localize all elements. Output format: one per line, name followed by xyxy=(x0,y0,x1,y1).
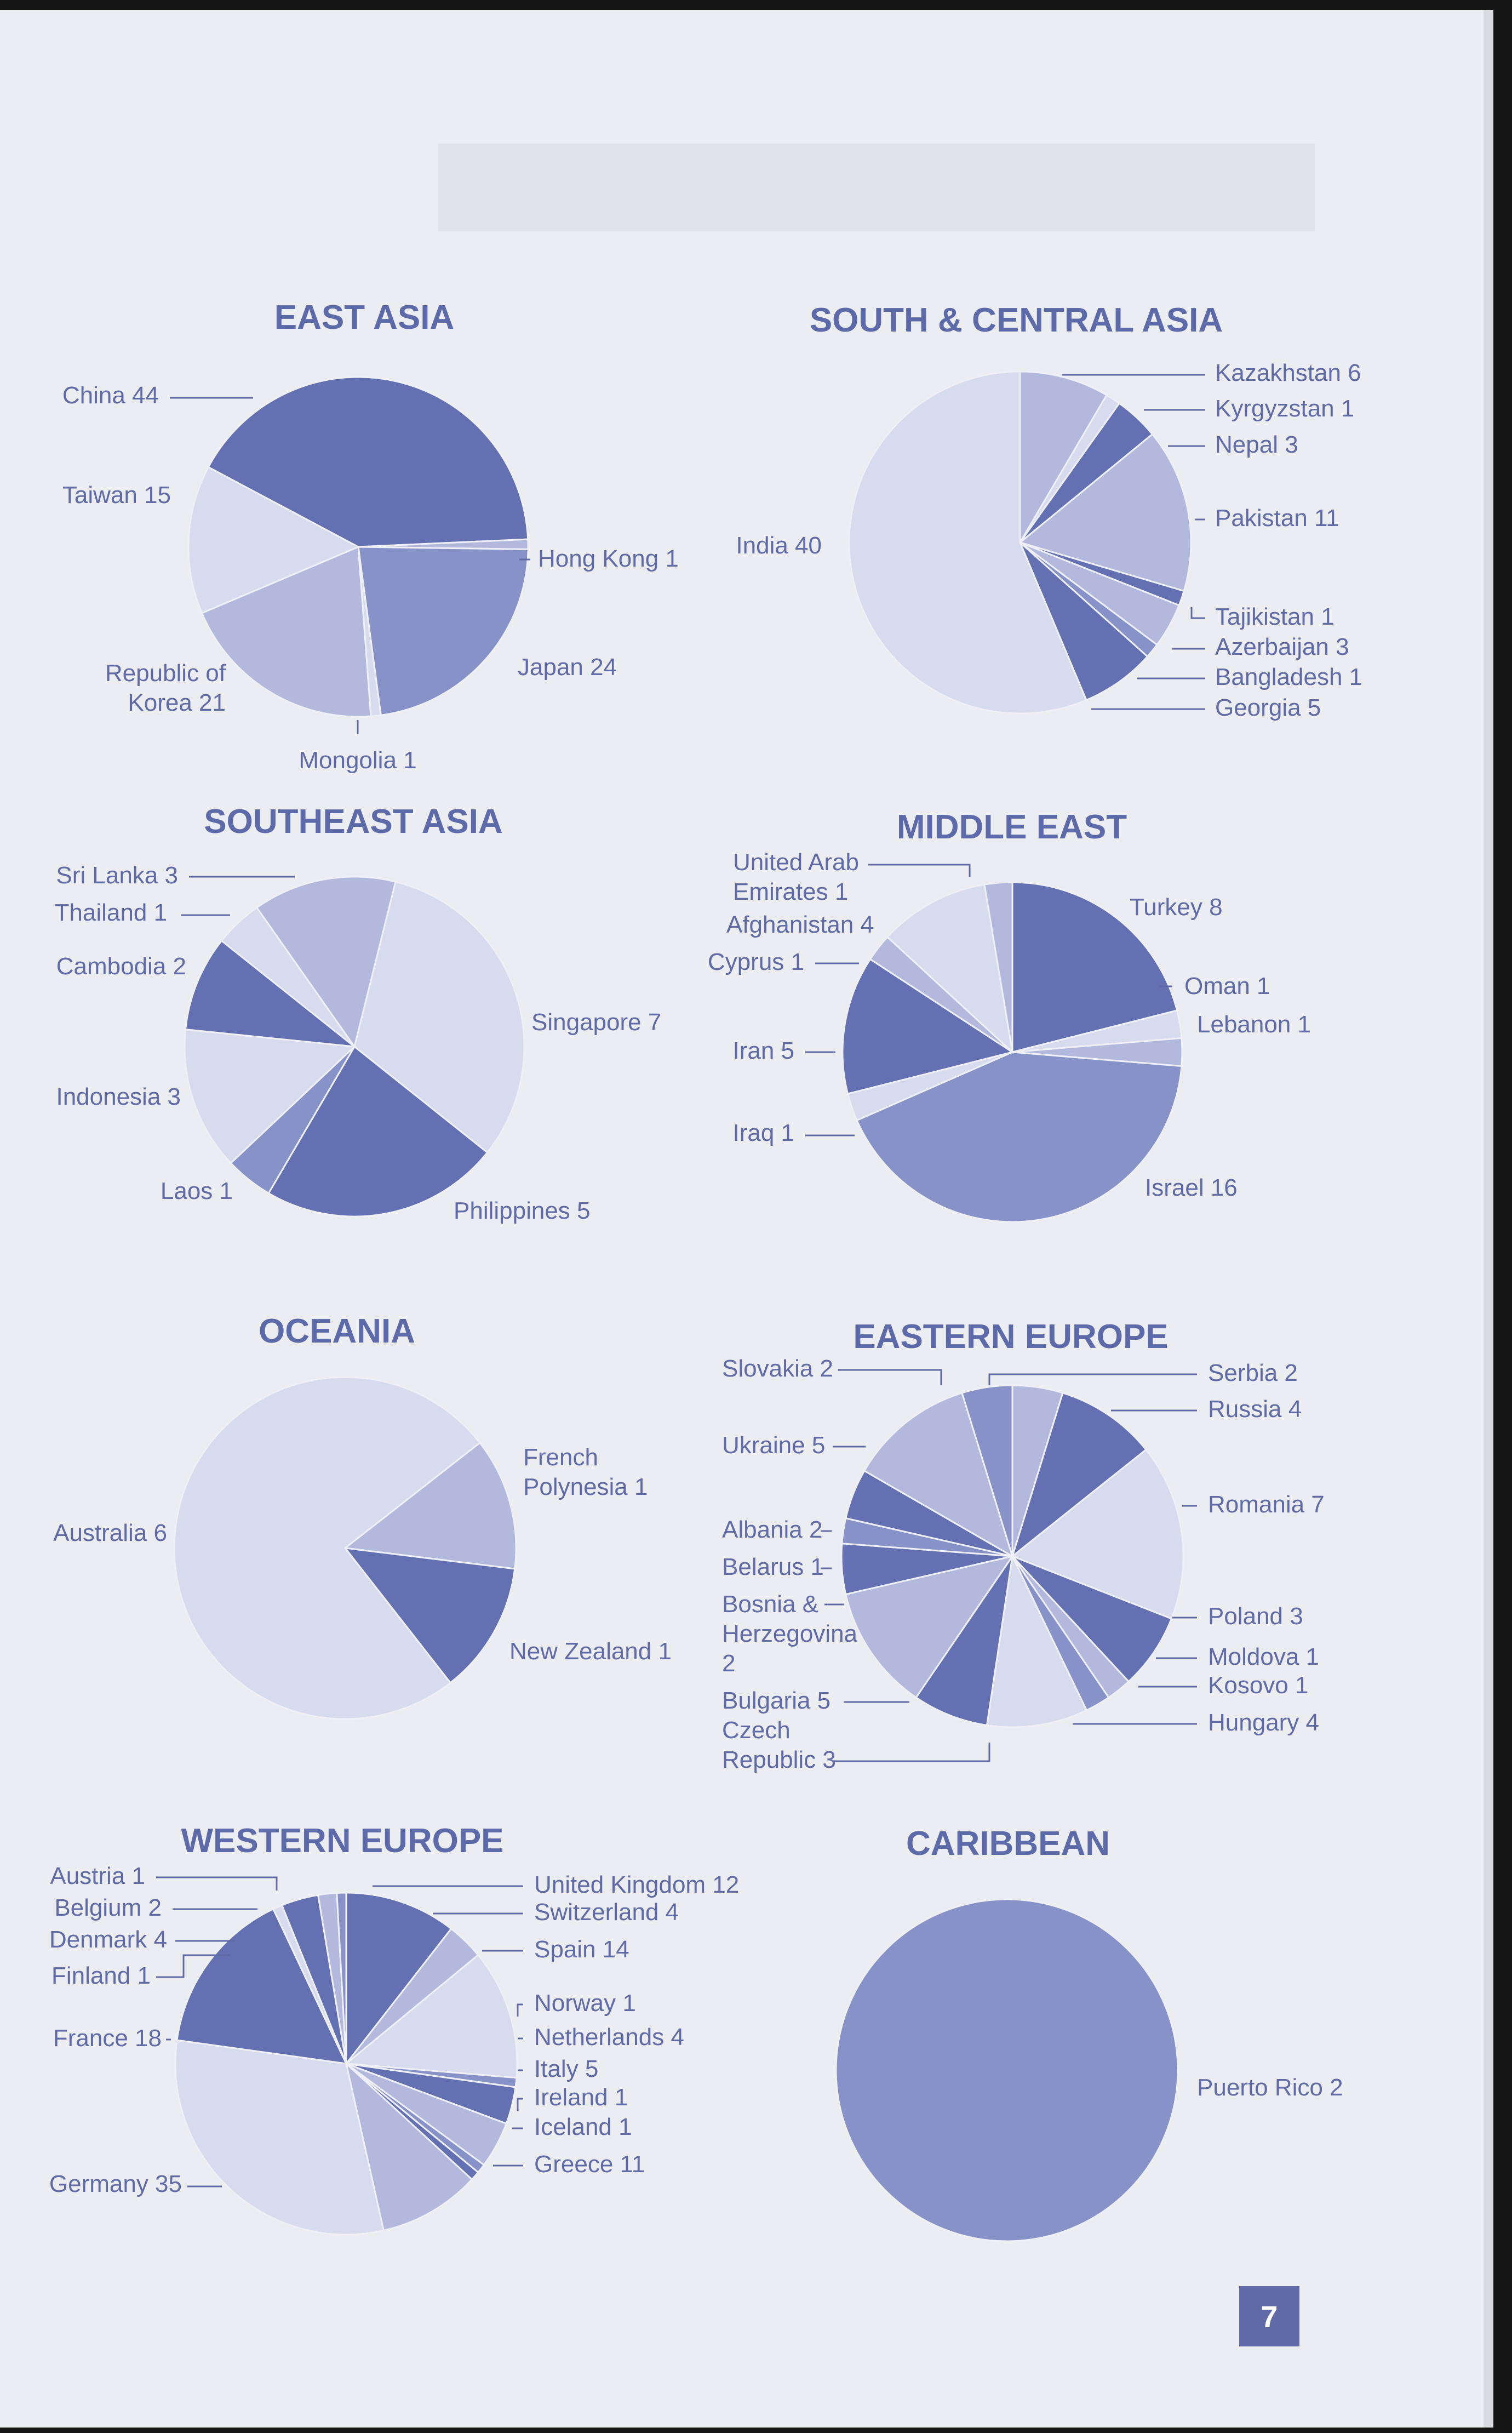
slice-label-sri-lanka: Sri Lanka 3 xyxy=(56,862,178,889)
slice-label-poland: Poland 3 xyxy=(1208,1603,1303,1630)
slice-label-austria: Austria 1 xyxy=(50,1863,145,1889)
slice-label-georgia: Georgia 5 xyxy=(1215,694,1321,721)
slice-label-ireland: Ireland 1 xyxy=(534,2084,628,2111)
slice-label-united-kingdom: United Kingdom 12 xyxy=(534,1871,740,1898)
slice-label-finland: Finland 1 xyxy=(51,1962,151,1989)
slice-label-republic-of-korea: Republic of Korea 21 xyxy=(105,660,226,716)
slice-label-spain: Spain 14 xyxy=(534,1936,629,1963)
slice-label-cambodia: Cambodia 2 xyxy=(56,953,186,980)
slice-label-moldova: Moldova 1 xyxy=(1208,1643,1320,1670)
pie-slice-japan xyxy=(358,547,528,715)
slice-label-philippines: Philippines 5 xyxy=(454,1197,591,1224)
slice-label-slovakia: Slovakia 2 xyxy=(722,1355,834,1382)
slice-label-united-arab-emirates: United Arab Emirates 1 xyxy=(733,849,859,905)
slice-label-greece: Greece 11 xyxy=(534,2151,645,2178)
slice-label-denmark: Denmark 4 xyxy=(49,1926,167,1953)
slice-label-iceland: Iceland 1 xyxy=(534,2114,632,2140)
leader-line-norway xyxy=(518,2004,523,2017)
slice-label-oman: Oman 1 xyxy=(1184,973,1270,1000)
western-europe-title: WESTERN EUROPE xyxy=(181,1822,504,1860)
slice-label-norway: Norway 1 xyxy=(534,1990,636,2017)
middle-east-title: MIDDLE EAST xyxy=(896,808,1127,846)
slice-label-belgium: Belgium 2 xyxy=(54,1894,162,1921)
slice-label-mongolia: Mongolia 1 xyxy=(299,747,417,774)
oceania-title: OCEANIA xyxy=(259,1312,415,1350)
slice-label-iran: Iran 5 xyxy=(732,1037,794,1064)
slice-label-thailand: Thailand 1 xyxy=(54,899,167,926)
slice-label-french-polynesia: French Polynesia 1 xyxy=(523,1444,648,1500)
slice-label-bangladesh: Bangladesh 1 xyxy=(1215,664,1363,690)
leader-line-czech-republic xyxy=(833,1743,989,1761)
slice-label-nepal: Nepal 3 xyxy=(1215,431,1298,458)
slice-label-cyprus: Cyprus 1 xyxy=(707,949,804,975)
slice-label-bulgaria: Bulgaria 5 xyxy=(722,1687,831,1714)
east-asia-title: EAST ASIA xyxy=(274,299,455,336)
slice-label-belarus: Belarus 1 xyxy=(722,1554,824,1580)
slice-label-taiwan: Taiwan 15 xyxy=(62,482,171,509)
pie-slice-puerto-rico xyxy=(836,1899,1178,2241)
slice-label-azerbaijan: Azerbaijan 3 xyxy=(1215,633,1349,660)
slice-label-russia: Russia 4 xyxy=(1208,1396,1302,1423)
slice-label-ukraine: Ukraine 5 xyxy=(722,1432,826,1459)
leader-line-serbia xyxy=(989,1374,1197,1385)
slice-label-puerto-rico: Puerto Rico 2 xyxy=(1197,2074,1343,2101)
slice-label-germany: Germany 35 xyxy=(49,2171,182,2197)
slice-label-japan: Japan 24 xyxy=(518,654,617,681)
oceania-pie-chart xyxy=(53,1312,672,1719)
slice-label-kyrgyzstan: Kyrgyzstan 1 xyxy=(1215,395,1355,422)
eastern-europe-title: EASTERN EUROPE xyxy=(853,1318,1169,1356)
slice-label-albania: Albania 2 xyxy=(722,1516,823,1543)
slice-label-france: France 18 xyxy=(53,2025,162,2052)
caribbean-title: CARIBBEAN xyxy=(906,1825,1110,1863)
slice-label-bosnia-and-herzegovina: Bosnia & Herzegovina 2 xyxy=(722,1591,858,1677)
slice-label-kosovo: Kosovo 1 xyxy=(1208,1672,1309,1699)
east-asia-pie-chart xyxy=(62,299,679,774)
slice-label-serbia: Serbia 2 xyxy=(1208,1360,1298,1386)
south-and-central-asia-pie-chart xyxy=(736,301,1362,721)
eastern-europe-pie-chart xyxy=(722,1318,1325,1773)
leader-line-slovakia xyxy=(838,1370,941,1385)
slice-label-new-zealand: New Zealand 1 xyxy=(509,1638,672,1665)
slice-label-singapore: Singapore 7 xyxy=(531,1009,662,1036)
leader-line-tajikistan xyxy=(1192,607,1205,618)
leader-line-united-arab-emirates xyxy=(868,865,970,877)
slice-label-turkey: Turkey 8 xyxy=(1130,894,1223,921)
slice-label-hong-kong: Hong Kong 1 xyxy=(538,545,679,572)
southeast-asia-pie-chart xyxy=(55,803,662,1224)
slice-label-lebanon: Lebanon 1 xyxy=(1197,1011,1311,1038)
page-number: 7 xyxy=(1239,2286,1299,2346)
slice-label-india: India 40 xyxy=(736,532,822,559)
caribbean-pie-chart xyxy=(836,1825,1343,2241)
slice-label-iraq: Iraq 1 xyxy=(732,1120,794,1146)
southeast-asia-title: SOUTHEAST ASIA xyxy=(204,803,503,841)
slice-label-israel: Israel 16 xyxy=(1145,1174,1238,1201)
slice-label-australia: Australia 6 xyxy=(53,1520,167,1546)
middle-east-pie-chart xyxy=(708,808,1311,1222)
slice-label-tajikistan: Tajikistan 1 xyxy=(1215,603,1335,630)
leader-line-austria xyxy=(156,1877,277,1891)
slice-label-romania: Romania 7 xyxy=(1208,1491,1325,1518)
slice-label-czech-republic: Czech Republic 3 xyxy=(722,1717,836,1773)
slice-label-laos: Laos 1 xyxy=(160,1178,233,1204)
slice-label-china: China 44 xyxy=(62,382,159,409)
slice-label-indonesia: Indonesia 3 xyxy=(56,1083,181,1110)
slice-label-italy: Italy 5 xyxy=(534,2055,599,2082)
slice-label-pakistan: Pakistan 11 xyxy=(1215,505,1339,532)
leader-line-ireland xyxy=(518,2099,523,2111)
slice-label-netherlands: Netherlands 4 xyxy=(534,2024,684,2051)
western-europe-pie-chart xyxy=(49,1822,739,2235)
slice-label-switzerland: Switzerland 4 xyxy=(534,1899,679,1926)
south-and-central-asia-title: SOUTH & CENTRAL ASIA xyxy=(809,301,1223,339)
slice-label-afghanistan: Afghanistan 4 xyxy=(726,911,874,938)
slice-label-hungary: Hungary 4 xyxy=(1208,1709,1320,1736)
slice-label-kazakhstan: Kazakhstan 6 xyxy=(1215,359,1361,386)
